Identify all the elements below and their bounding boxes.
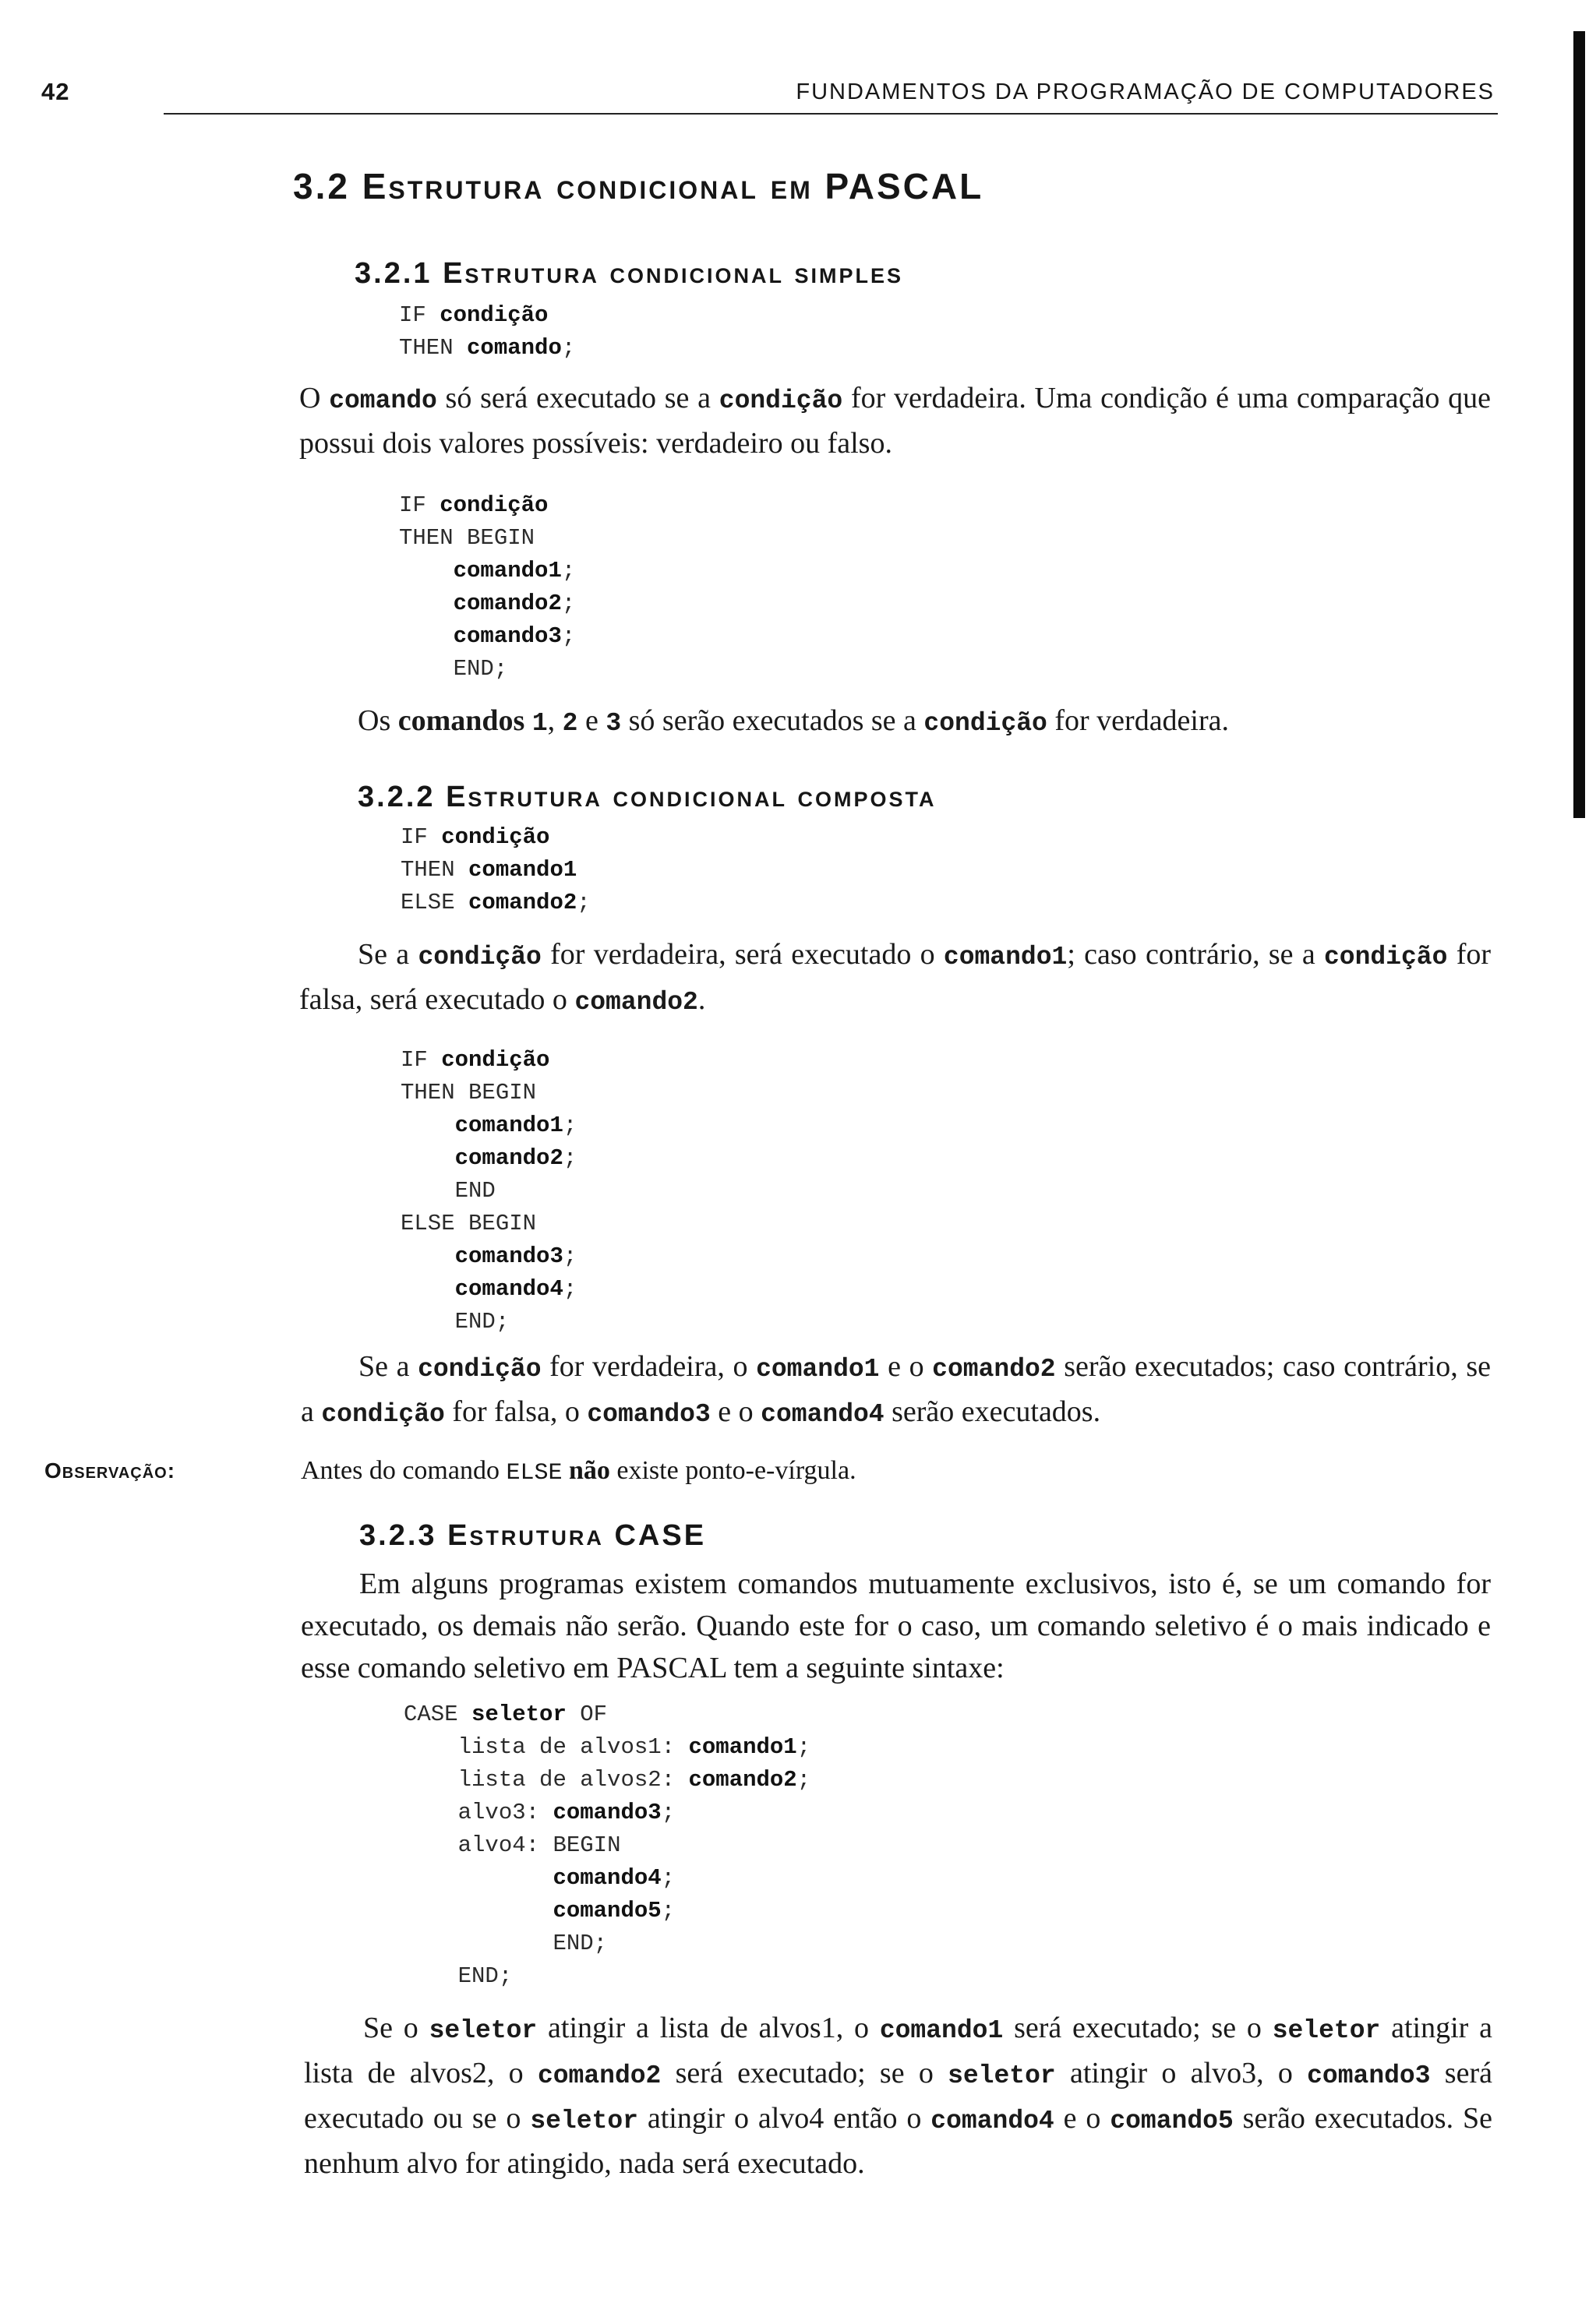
paragraph-case-explanation: Se o seletor atingir a lista de alvos1, o comando1 será executado; se o seletor atingir a lista de alvos2, o comando2 será executado; se o seletor atingir o alvo3, o comando3 será executado ou se o seletor atingir o alvo4 então o comando4 e o comando5 serão executados. Se nenhum alvo for atingido, nada será executado.: [304, 2012, 1492, 2180]
kw-if: IF: [399, 302, 426, 328]
paragraph-case-intro: Em alguns programas existem comandos mutuamente exclusivos, isto é, se um comando for executado, os demais não serão. Quando este for o caso, um comando seletivo é o mais indicado e esse comando seletivo em PASCAL tem a seguinte sintaxe:: [301, 1568, 1491, 1684]
header-rule: [164, 113, 1498, 115]
subsection-title-compound: 3.2.2 Estrutura condicional composta: [358, 781, 937, 813]
scan-edge-shadow: [1573, 31, 1585, 818]
paragraph-compound-block-explanation: Se a condição for verdadeira, o comando1 e o comando2 serão executados; caso contrário, se a condição for falsa, o comando3 e o comando4 serão executados.: [301, 1350, 1491, 1429]
running-title: FUNDAMENTOS DA PROGRAMAÇÃO DE COMPUTADORES: [796, 79, 1495, 104]
paragraph-simple-explanation: O comando só será executado se a condição for verdadeira. Uma condição é uma comparação que possui dois valores possíveis: verdadeiro ou falso.: [299, 382, 1491, 460]
code-condition: condição: [440, 302, 549, 328]
paragraph-compound-explanation: Se a condição for verdadeira, será executado o comando1; caso contrário, se a condição for falsa, será executado o comando2.: [299, 938, 1492, 1017]
code-command: comando: [467, 335, 562, 361]
subsection-title-simple: 3.2.1 Estrutura condicional simples: [355, 257, 904, 290]
code-simple-if-block: IF condição THEN BEGIN comando1; comando2; comando3; END;: [399, 492, 576, 682]
observation-text: Antes do comando ELSE não existe ponto-e-vírgula.: [301, 1456, 856, 1486]
observation-label: Observação:: [44, 1458, 176, 1483]
kw-then: THEN: [399, 335, 454, 361]
code-simple-if: IF condição THEN comando;: [399, 302, 576, 361]
code-compound-if: IF condição THEN comando1 ELSE comando2;: [401, 824, 591, 915]
paragraph-simple-block-explanation: Os comandos 1, 2 e 3 só serão executados se a condição for verdadeira.: [358, 704, 1229, 738]
section-title: 3.2 Estrutura condicional em PASCAL: [293, 166, 984, 206]
code-compound-if-block: IF condição THEN BEGIN comando1; comando2; END ELSE BEGIN comando3; comando4; END;: [401, 1047, 577, 1335]
subsection-title-case: 3.2.3 Estrutura CASE: [359, 1519, 707, 1552]
code-case-statement: CASE seletor OF lista de alvos1: comando1; lista de alvos2: comando2; alvo3: comando3; alvo4: BEGIN comando4; comando5; END; END;: [404, 1702, 811, 1989]
page-number: 42: [41, 78, 70, 105]
